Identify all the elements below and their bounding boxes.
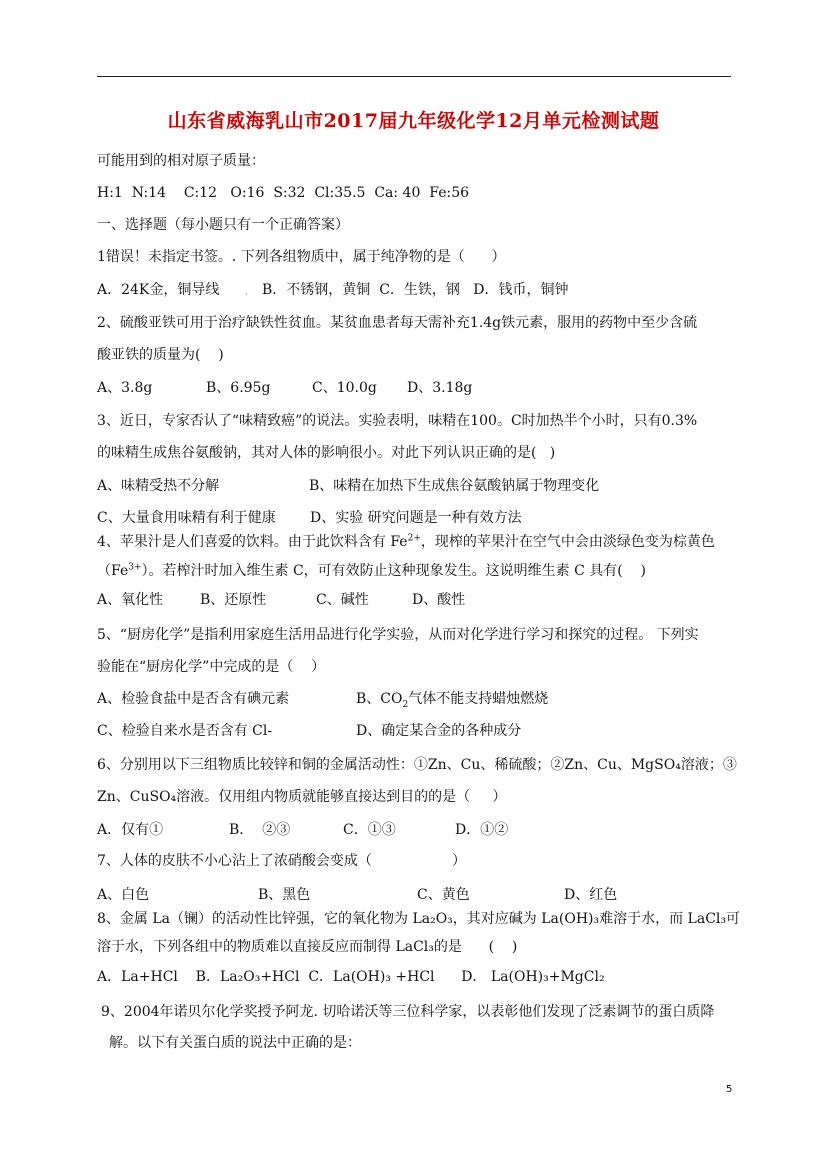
q6-option-c: C．①③ — [343, 822, 396, 838]
q2-option-b: B、6.95g — [206, 380, 271, 396]
q9-stem-1: 9、2004年诺贝尔化学奖授予阿龙. 切哈诺沃等三位科学家，以表彰他们发现了泛素调节的蛋白质降 — [101, 1004, 715, 1020]
q7-option-d: D、红色 — [564, 887, 618, 903]
q7-stem: 7、人体的皮肤不小心沾上了浓硝酸会变成（ ） — [97, 853, 467, 869]
q2-option-d: D、3.18g — [407, 380, 473, 396]
q1-stem: 1错误！未指定书签。. 下列各组物质中，属于纯净物的是（ ） — [97, 249, 506, 265]
q1-options-bcd: B．不锈钢，黄铜 C．生铁，钢 D．钱币，铜钟 — [262, 282, 569, 298]
q3-stem-2: 的味精生成焦谷氨酸钠，其对人体的影响很小。对此下列认识正确的是( ) — [97, 445, 556, 461]
q6-option-d: D．①② — [455, 822, 509, 838]
q8-stem-2: 溶于水，下列各组中的物质难以直接反应而制得 LaCl₃的是 ( ) — [97, 939, 518, 955]
q5-option-c: C、检验自来水是否含有 Cl- — [97, 723, 273, 739]
q6-stem-2: Zn、CuSO₄溶液。仅用组内物质就能够直接达到目的的是（ ） — [97, 789, 507, 805]
header-rule — [97, 76, 731, 77]
q1-option-a: A．24K金，铜导线 — [97, 282, 220, 298]
mass-values: H:1 N:14 C:12 O:16 S:32 Cl:35.5 Ca: 40 Fe:56 — [97, 185, 470, 201]
q8-options: A．La+HCl B．La₂O₃+HCl C．La(OH)₃ +HCl D． La(OH)₃+MgCl₂ — [97, 969, 605, 985]
q6-stem-1: 6、分别用以下三组物质比较锌和铜的金属活动性：①Zn、Cu、稀硫酸；②Zn、Cu、MgSO₄溶液；③ — [97, 757, 737, 773]
q4-stem-1: 4、苹果汁是人们喜爱的饮料。由于此饮料含有 $Fe^{2+}$，现榨的苹果汁在空气中会由淡绿色变为棕黄色 — [97, 533, 715, 550]
q5-stem-2: 验能在“厨房化学”中完成的是（ ） — [97, 659, 326, 675]
q5-option-b: B、$CO_2$气体不能支持蜡烛燃烧 — [356, 691, 549, 710]
q6-option-b: B． ②③ — [229, 822, 291, 838]
q9-stem-2: 解。以下有关蛋白质的说法中正确的是： — [109, 1035, 361, 1051]
q3-option-b: B、味精在加热下生成焦谷氨酸钠属于物理变化 — [309, 478, 600, 494]
q5-stem-1: 5、“厨房化学”是指利用家庭生活用品进行化学实验，从而对化学进行学习和探究的过程。 下列实 — [97, 627, 699, 643]
q3-option-c: C、大量食用味精有利于健康 — [97, 510, 276, 526]
q6-option-a: A．仅有① — [97, 822, 164, 838]
q5-option-a: A、检验食盐中是否含有碘元素 — [97, 691, 290, 707]
section-heading: 一、选择题（每小题只有一个正确答案） — [97, 217, 349, 233]
q4-option-c: C、碱性 — [316, 592, 369, 608]
page-number: 5 — [726, 1084, 733, 1095]
mass-label: 可能用到的相对原子质量： — [97, 153, 265, 169]
q4-option-a: A、氧化性 — [97, 592, 164, 608]
q3-stem-1: 3、近日，专家否认了“味精致癌”的说法。实验表明，味精在100。C时加热半个小时，只有0.3% — [97, 413, 698, 429]
q8-stem-1: 8、金属 La（镧）的活动性比锌强，它的氧化物为 La₂O₃，其对应碱为 La(OH)₃难溶于水，而 LaCl₃可 — [97, 911, 741, 927]
q2-option-a: A、3.8g — [97, 380, 153, 396]
q3-option-a: A、味精受热不分解 — [97, 478, 220, 494]
q2-option-c: C、10.0g — [312, 380, 377, 396]
q7-option-a: A、白色 — [97, 887, 150, 903]
q7-option-b: B、黑色 — [258, 887, 311, 903]
q2-stem-2: 酸亚铁的质量为( ) — [97, 347, 224, 363]
q1-mark: ， — [245, 287, 253, 296]
q4-stem-2: $(Fe^{3+})$。若榨汁时加入维生素 C，可有效防止这种现象发生。这说明维生素 C 具有( ) — [97, 562, 647, 579]
q5-option-d: D、确定某合金的各种成分 — [356, 723, 522, 739]
q4-option-b: B、还原性 — [200, 592, 267, 608]
q7-option-c: C、黄色 — [417, 887, 470, 903]
q4-option-d: D、酸性 — [412, 592, 466, 608]
page-title: 山东省威海乳山市2017届九年级化学12月单元检测试题 — [167, 110, 660, 132]
q3-option-d: D、实验 研究问题是一种有效方法 — [310, 510, 522, 526]
q2-stem-1: 2、硫酸亚铁可用于治疗缺铁性贫血。某贫血患者每天需补充1.4g铁元素，服用的药物中至少含硫 — [97, 315, 698, 331]
